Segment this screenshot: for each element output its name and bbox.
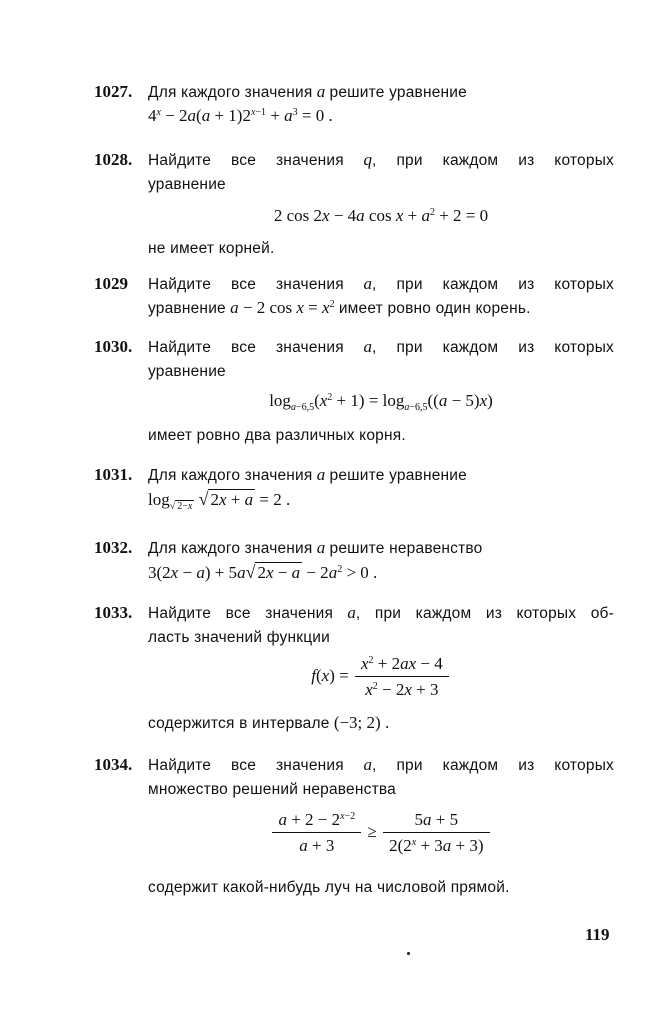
speck <box>407 952 410 955</box>
problem-number: 1029 <box>94 274 128 293</box>
problem-number: 1030. <box>94 337 133 356</box>
problem-number: 1034. <box>94 755 133 774</box>
problem-number: 1033. <box>94 603 133 622</box>
problem-number: 1031. <box>94 465 133 484</box>
page-number: 119 <box>585 925 610 944</box>
inequality: $\frac{a + 2 - 2^{x-2}}{a + 3}$ ≥ $\frac{5a + 5}{2(2^x + 3a + 3)}$ <box>148 809 614 863</box>
equation: 2 cos 2x − 4a $\cos x + a^2 + 2 = 0$ <box>273 206 489 225</box>
inequality: 3(2x − a) + 5a√ $2x - a - 2a^2 > 0$ . <box>148 562 378 582</box>
problem-number: 1028. <box>94 150 133 169</box>
equation: $4^x - 2a(a + 1)2^{x-1} + a^3 = 0$ . <box>148 106 333 125</box>
function-definition: f(x) = $\frac{x^2 + 2ax - 4}{x^2 - 2x + 3}$ <box>148 653 614 707</box>
equation: $\log_{a-6,5}(x^2 + 1) = \log_{a-6,5}((a - 5)x)$ <box>269 391 493 413</box>
equation: a − 2 $\cos x = x^2$ <box>230 298 335 317</box>
equation: $\log_{√ 2-x}$ √ 2x + a = 2 . <box>148 489 291 512</box>
problem-number: 1027. <box>94 82 133 101</box>
problem-number: 1032. <box>94 538 133 557</box>
textbook-page: 1027. Для каждого значения a решите уравнение $4^x - 2a(a + 1)2^{x-1} + a^3 = 0$ . 1028. Найдите все значения q, при каждом из которых уравнение 2 cos 2x − 4a $\cos x + a^2 + 2 = 0$ не имеет корней. 1029 Найдите все значения a, при каждом из которых уравнение a − 2 $\cos x = x^2$ имеет ровно один корень. 1030. Найдите все значения a, при каждом из которых уравнение $\log_{a-6,5}(x^2 + 1) = \log_{a-6,5}((a - 5)x)$ имеет ровно два различных корня. 1031. Для каждого значения a решите уравнение $\log_{√ 2-x}$ √ 2x + a = 2 . 1032. Для каждого значения a решите неравенство 3(2x − a) + 5a√ $2x - a - 2a^2 > 0$ . 1033. Найдите все значения a, при каждом из которых об- ласть значений функции f(x) = $\frac{x^2 + 2ax - 4}{x^2 - 2x + 3}$ содержится в интервале (−3; 2) . 1034. Найдите все значения a, при каждом из которых множество решений неравенства $\frac{a + 2 - 2^{x-2}}{a + 3}$ ≥ $\frac{5a + 5}{2(2^x + 3a + 3)}$ содержит какой-нибудь луч на числовой прямой. 119 <box>0 0 670 1024</box>
